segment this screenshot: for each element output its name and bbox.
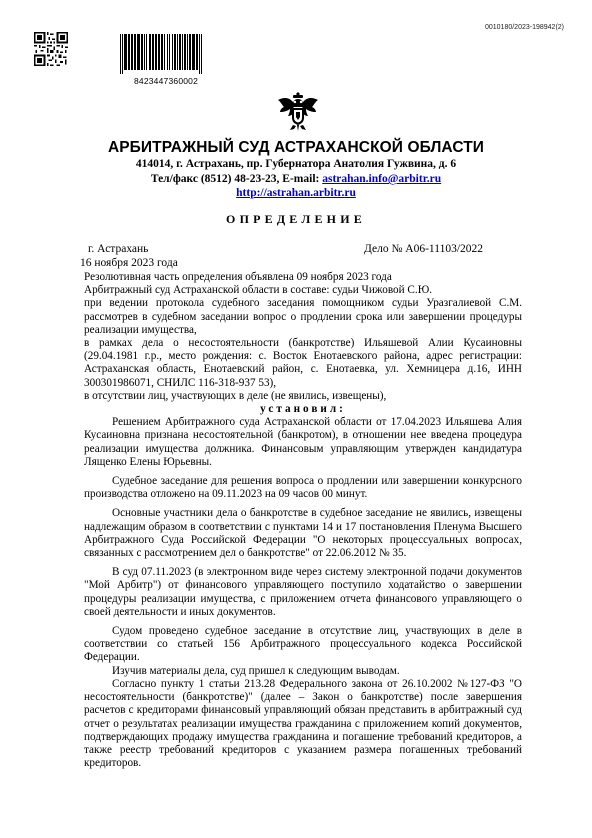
document-body [84,271,522,770]
barcode [119,34,213,86]
court-address: 414014, г. Астрахань, пр. Губернатора Анатолия Гужвина, д. 6 [135,158,457,170]
barcode-digits: 8423447360002 [133,76,199,86]
paragraph: Согласно пункту 1 статьи 213.28 Федерального закона от 26.10.2002 №127-ФЗ "О несостоятельности (банкротстве)" (далее – Закон о банкротстве) после завершения расчетов с кредиторами финансовый управляющий обязан представить в арбитражный суд отчет о результатах реализации имущества гражданина с приложением копий документов, подтверждающих продажу имущества гражданина и погашение требований кредиторов, а также реестр требований кредиторов с указанием размера погашенных требований кредиторов. [84,677,522,770]
document-number: 0010180/2023-198942(2) [484,24,564,31]
document-date: 16 ноября 2023 года [80,257,178,269]
email-link[interactable]: astrahan.info@arbitr.ru [322,173,442,185]
court-contacts [0,173,592,185]
paragraph: Решением Арбитражного суда Астраханской области от 17.04.2023 Ильяшева Алия Кусаиновна признана несостоятельной (банкротом), в отношении нее введена процедура реализации имущества должника. Финансовым управляющим утвержден кандидатура Лященко Елены Юрьевны. [84,416,522,468]
paragraph: Судом проведено судебное заседание в отсутствие лиц, участвующих в деле в соответствии со статьей 156 Арбитражного процессуального кодекса Российской Федерации. [84,625,522,664]
court-website-line [0,187,592,199]
website-link[interactable]: http://astrahan.arbitr.ru [236,187,356,199]
document-title: ОПРЕДЕЛЕНИЕ [226,212,366,226]
court-name: АРБИТРАЖНЫЙ СУД АСТРАХАНСКОЙ ОБЛАСТИ [107,139,485,156]
intro-line: Резолютивная часть определения объявлена 09 ноября 2023 года [84,271,392,283]
qr-code-icon [34,32,68,66]
case-number: Дело № А06-11103/2022 [364,243,484,255]
coat-of-arms-icon [276,88,320,132]
intro-line: при ведении протокола судебного заседания помощником судьи Уразгалиевой С.М. рассмотрев в судебном заседании вопрос о продлении срока или завершении процедуры реализации имущества, [84,297,522,336]
paragraph: В суд 07.11.2023 (в электронном виде через систему электронной подачи документов "Мой Арбитр") от финансового управляющего поступило ходатайство о завершении процедуры реализации имущества, с приложением отчета финансового управляющего о своей деятельности и иных документов. [84,566,522,618]
barcode-bars-icon [119,34,213,74]
established-heading: установил: [260,403,346,416]
intro-line: в отсутствии лиц, участвующих в деле (не явились, извещены), [84,389,387,402]
paragraph: Основные участники дела о банкротстве в судебное заседание не явились, извещены надлежащим образом в соответствии с пунктами 14 и 17 постановления Пленума Высшего Арбитражного Суда Российской Федерации "О некоторых процессуальных вопросах, связанных с рассмотрением дел о банкротстве" от 22.06.2012 № 35. [84,507,522,560]
contacts-phone: Тел/факс (8512) 48-23-23, E-mail: [150,173,323,185]
paragraph: Изучив материалы дела, суд пришел к следующим выводам. [112,664,400,677]
place: г. Астрахань [88,243,149,255]
paragraph: Судебное заседание для решения вопроса о продлении или завершении конкурсного производства отложено на 09.11.2023 на 09 часов 00 минут. [84,475,522,501]
intro-line: в рамках дела о несостоятельности (банкротстве) Ильяшевой Алии Кусаиновны (29.04.1981 г.р., место рождения: с. Восток Енотаевского района, адрес регистрации: Астраханская область, Енотаевский район, с. Енотаевка, ул. Хемницера д.16, ИНН 300301986071, СНИЛС 116-318-937 53), [84,337,522,389]
intro-line: Арбитражный суд Астраханской области в составе: судьи Чижовой С.Ю. [84,284,432,297]
